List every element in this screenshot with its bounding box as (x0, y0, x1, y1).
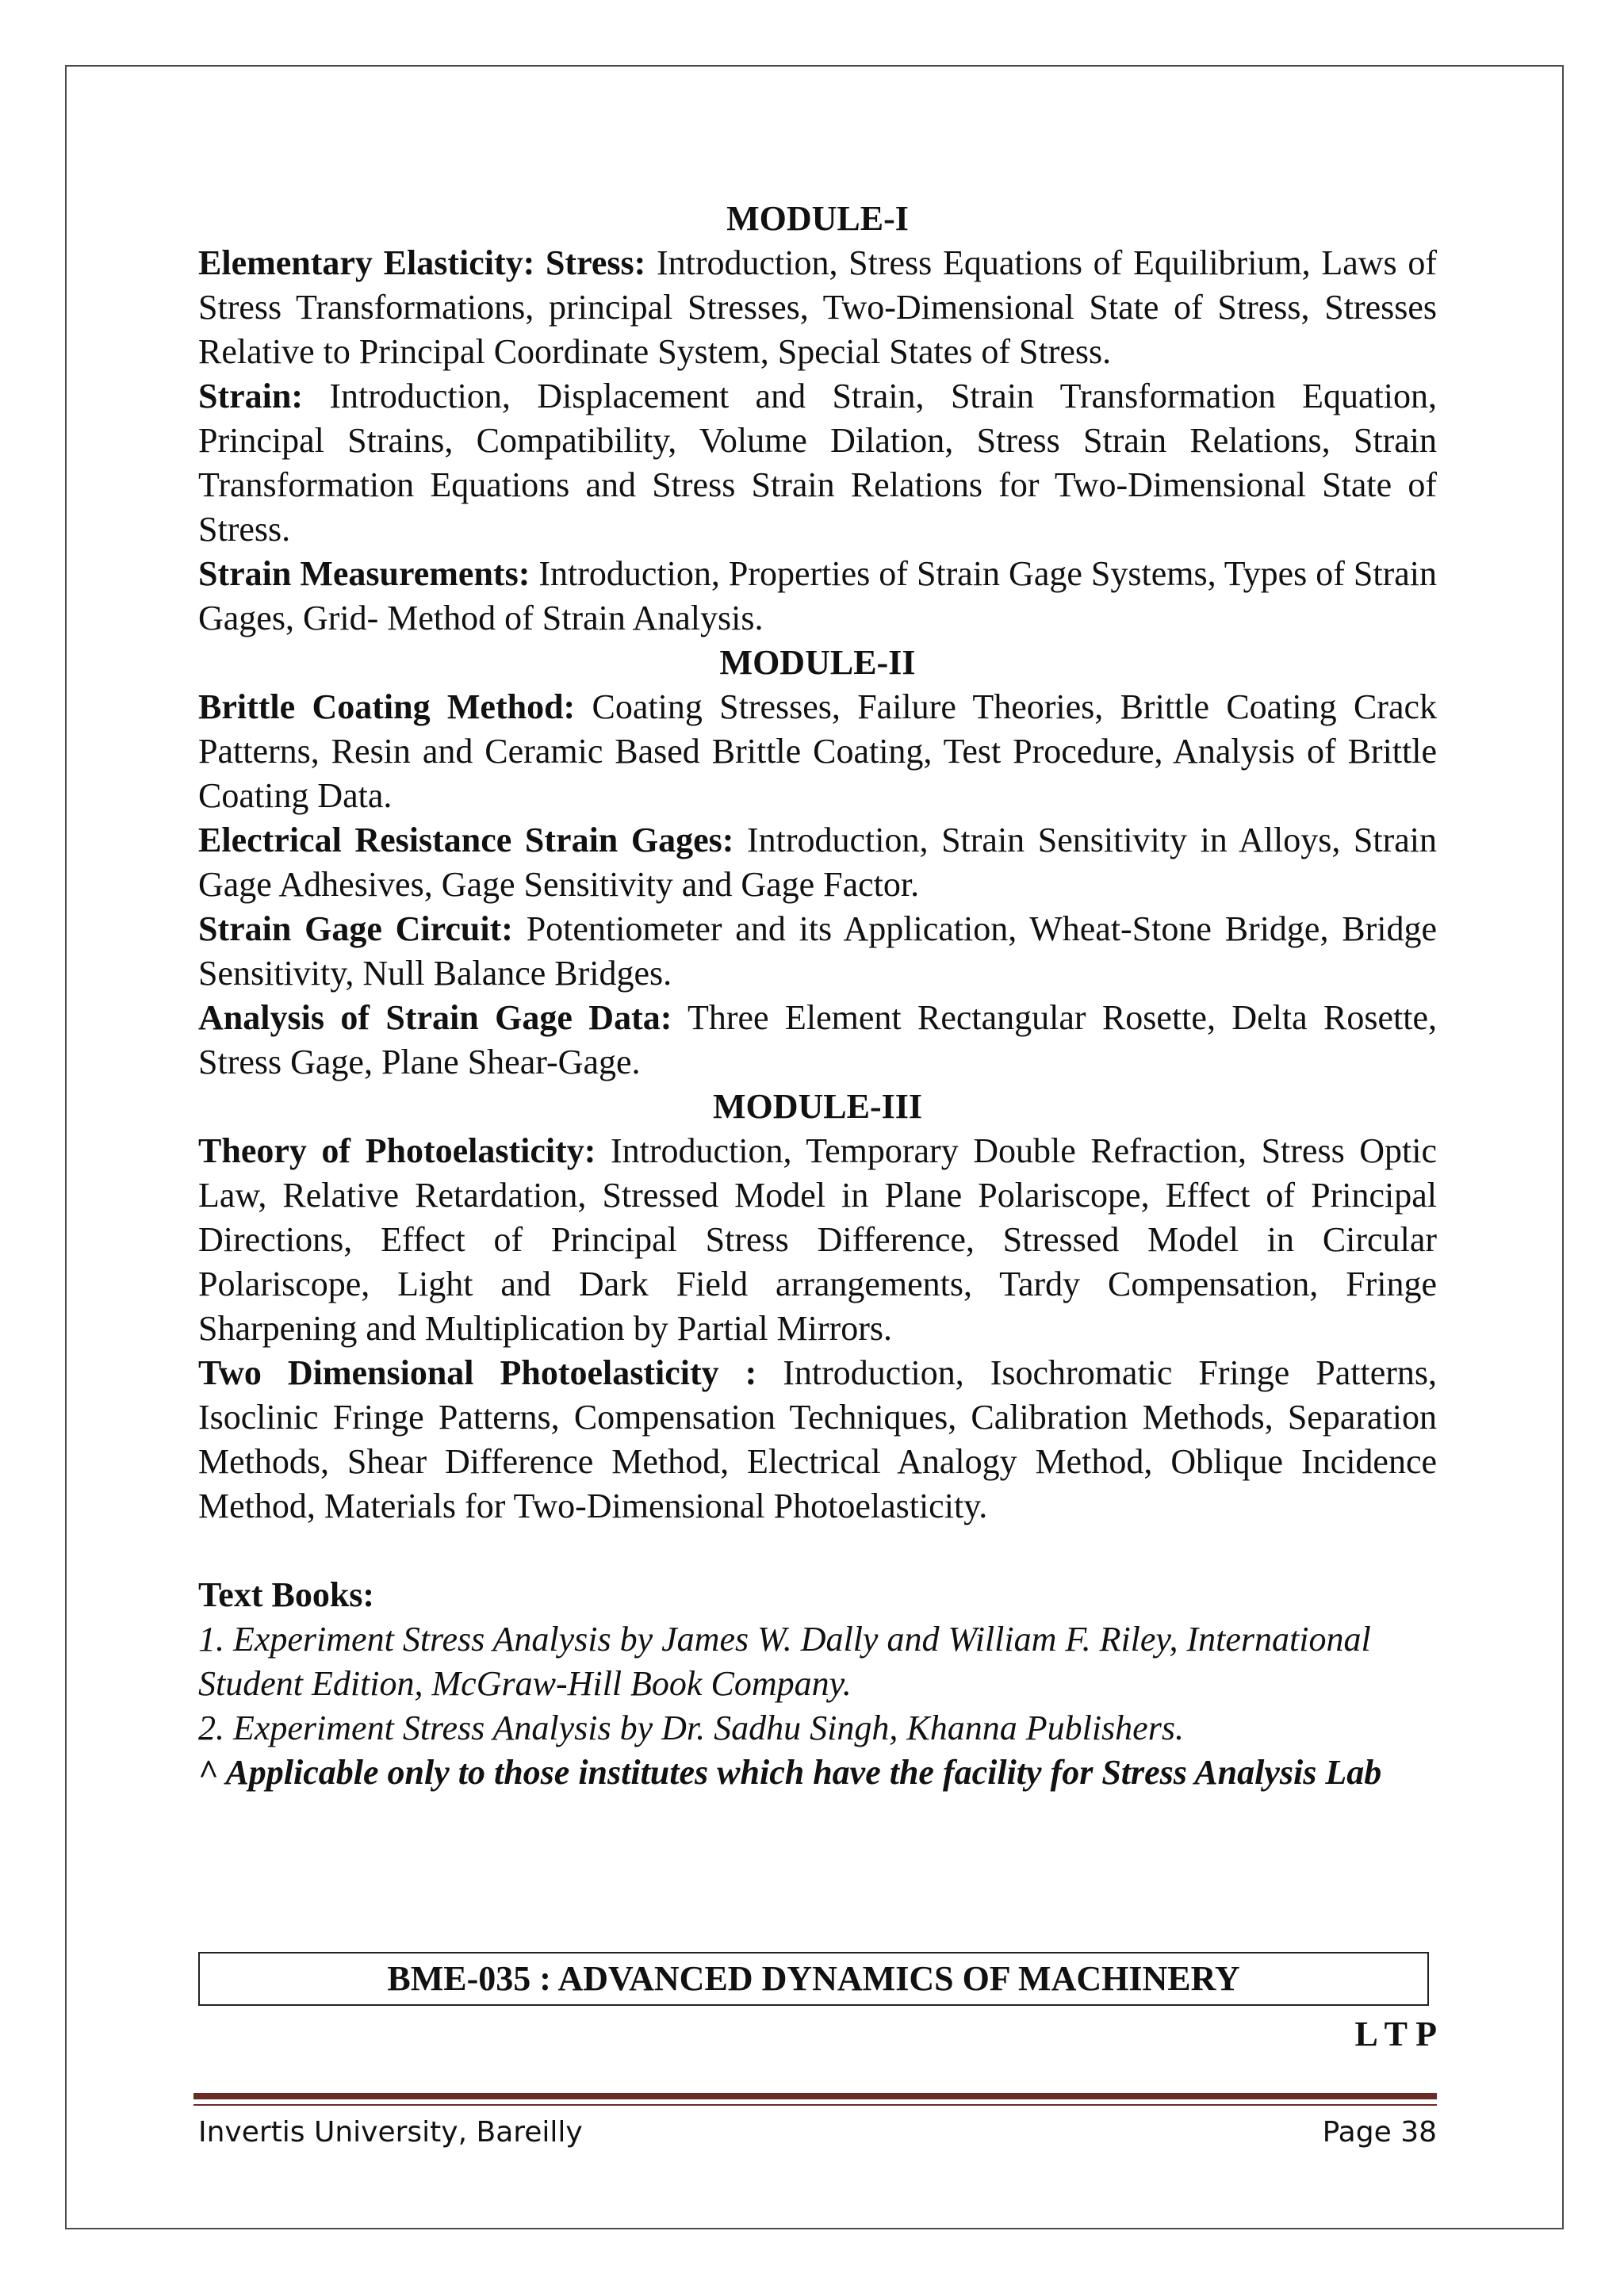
paragraph-label: Strain: (198, 377, 303, 415)
paragraph-label: Analysis of Strain Gage Data: (198, 998, 672, 1037)
paragraph-label: Brittle Coating Method: (198, 687, 576, 726)
module-3-paragraph-two-dimensional (198, 1351, 1437, 1529)
text-book-line-3: 2. Experiment Stress Analysis by Dr. Sadhu Singh, Khanna Publishers. (198, 1709, 1184, 1747)
footer-page-number: Page 38 (1322, 2116, 1437, 2149)
module-3-paragraph-photoelasticity-theory (198, 1129, 1437, 1351)
text-books-title: Text Books: (198, 1575, 375, 1614)
paragraph-text: Introduction, Displacement and Strain, Strain Transformation Equation, Principal Strains, Compatibility, Volume Dilation, Stress Strain Relations, Strain Transformation Equations and Stress Strain Relations for Two-Dimensional State of Stress. (198, 377, 1437, 549)
module-1-heading: MODULE-I (726, 199, 909, 238)
paragraph-label: Two Dimensional Photoelasticity : (198, 1353, 757, 1392)
syllabus-content (198, 197, 1437, 1795)
footer-university: Invertis University, Bareilly (198, 2116, 583, 2149)
ltp-label: L T P (1354, 2015, 1437, 2053)
paragraph-text: Introduction, Strain Sensitivity in Alloys, Strain Gage Adhesives, Gage Sensitivity and Gage Factor. (198, 821, 1438, 904)
module-1-paragraph-strain (198, 374, 1437, 552)
module-2-paragraph-resistance-gages (198, 818, 1437, 907)
paragraph-label: Strain Measurements: (198, 554, 530, 593)
paragraph-text: Coating Stresses, Failure Theories, Brittle Coating Crack Patterns, Resin and Ceramic Based Brittle Coating, Test Procedure, Analysis of Brittle Coating Data. (198, 687, 1438, 815)
module-2-paragraph-gage-data (198, 996, 1437, 1085)
course-title-box: BME-035 : ADVANCED DYNAMICS OF MACHINERY (198, 1952, 1429, 2006)
module-2-paragraph-brittle-coating (198, 685, 1437, 818)
paragraph-text: Three Element Rectangular Rosette, Delta Rosette, Stress Gage, Plane Shear-Gage. (198, 998, 1437, 1081)
paragraph-label: Elementary Elasticity: Stress: (198, 243, 646, 282)
module-2-heading: MODULE-II (719, 643, 916, 682)
applicability-note: ^ Applicable only to those institutes which have the facility for Stress Analysis Lab (198, 1753, 1382, 1792)
footer-rule-thick (193, 2093, 1437, 2099)
module-2-paragraph-gage-circuit (198, 907, 1437, 996)
module-1-paragraph-strain-measurements (198, 552, 1437, 641)
footer-rule-thin (193, 2104, 1437, 2106)
paragraph-text: Potentiometer and its Application, Wheat-Stone Bridge, Bridge Sensitivity, Null Balance Bridges. (198, 909, 1437, 993)
section-spacer (198, 1529, 1437, 1573)
paragraph-text: Introduction, Stress Equations of Equilibrium, Laws of Stress Transformations, principal Stresses, Two-Dimensional State of Stress, Stresses Relative to Principal Coordinate System, Special States of Stress. (198, 243, 1437, 371)
paragraph-label: Electrical Resistance Strain Gages: (198, 821, 734, 859)
module-3-heading: MODULE-III (712, 1087, 923, 1126)
paragraph-text: Introduction, Temporary Double Refraction, Stress Optic Law, Relative Retardation, Stressed Model in Plane Polariscope, Effect of Principal Directions, Effect of Principal Stress Difference, Stressed Model in Circular Polariscope, Light and Dark Field arrangements, Tardy Compensation, Fringe Sharpening and Multiplication by Partial Mirrors. (198, 1131, 1438, 1348)
text-book-line-2: Student Edition, McGraw-Hill Book Company. (198, 1664, 852, 1703)
paragraph-text: Introduction, Properties of Strain Gage Systems, Types of Strain Gages, Grid- Method of Strain Analysis. (198, 554, 1438, 637)
text-book-line-1: 1. Experiment Stress Analysis by James W. Dally and William F. Riley, International (198, 1620, 1371, 1659)
paragraph-text: Introduction, Isochromatic Fringe Patterns, Isoclinic Fringe Patterns, Compensation Techniques, Calibration Methods, Separation Methods, Shear Difference Method, Electrical Analogy Method, Oblique Incidence Method, Materials for Two-Dimensional Photoelasticity. (198, 1353, 1437, 1525)
paragraph-label: Theory of Photoelasticity: (198, 1131, 596, 1170)
paragraph-label: Strain Gage Circuit: (198, 909, 513, 948)
module-1-paragraph-elasticity (198, 241, 1437, 374)
